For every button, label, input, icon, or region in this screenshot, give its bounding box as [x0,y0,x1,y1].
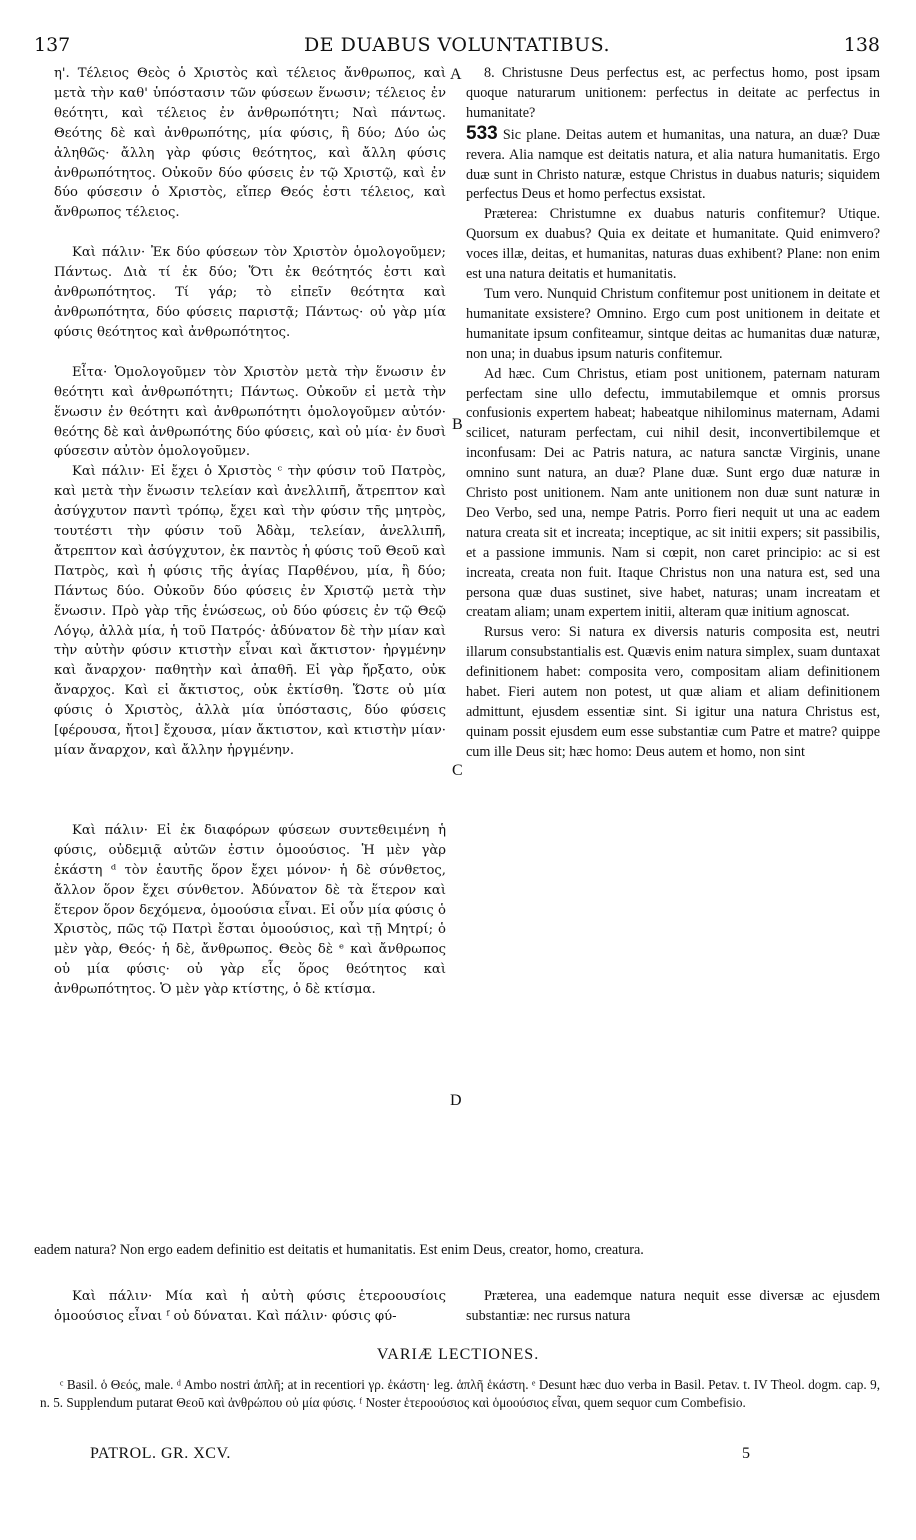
latin-closing [466,1287,880,1327]
latin-paragraph-1b-text: Sic plane. Deitas autem et humanitas, una natura, an duæ? Duæ revera. Alia namque est deitatis natura, et alia natura humanitatis. Ergo duæ sunt in Christo naturæ, estque Christus in duabus naturis; siquidem perfectus Deus et homo perfectus exsistat. [466,126,881,203]
greek-paragraph-4: Καὶ πάλιν· Εἰ ἔχει ὁ Χριστὸς ᶜ τὴν φύσιν τοῦ Πατρὸς, καὶ μετὰ τὴν ἕνωσιν τελείαν καὶ ἀνελλιπῆ, ἄτρεπτον καὶ ἀσύγχυτον παντὶ τρόπῳ, ἔχει καὶ τὴν φύσιν τῆς μητρὸς, τουτέστι τὴν φύσιν τοῦ Ἀδὰμ, τελείαν, ἀνελλιπῆ, ἄτρεπτον καὶ ἀσύγχυτον, ἐκ παντὸς ἡ φύσις τοῦ Θεοῦ καὶ Πατρὸς, καὶ ἡ φύσις τῆς ἁγίας Παρθένου, μία, ἢ δύο; Πάντως δύο. Οὐκοῦν δύο φύσεις ἐν Χριστῷ μετὰ τὴν ἕνωσιν. Πρὸ γὰρ τῆς ἑνώσεως, οὐ δύο φύσεις ἐν τῷ Θεῷ Λόγῳ, ἀλλὰ μία, ἡ τοῦ Πατρός· ἀδύνατον δὲ τὴν μίαν καὶ τὴν αὐτὴν φύσιν κτιστὴν εἶναι καὶ ἄκτιστον· ἠργμένην καὶ ἄναρχον· παθητὴν καὶ ἀπαθῆ. Εἰ γὰρ ἤρξατο, οὐκ ἄναρχος. Καὶ εἰ ἄκτιστος, οὐκ ἐκτίσθη. Ὥστε οὐ μία φύσις ὁ Χριστὸς, ἀλλὰ μία ὑπόστασις, δύο φύσεις [φέρουσα, ἤτοι] ἔχουσα, μίαν ἄκτιστον, καὶ κτιστὴν μίαν· μίαν ἄναρχον, καὶ ἄλλην ἠργμένην. [54,464,446,758]
greek-paragraph-5: Καὶ πάλιν· Εἰ ἐκ διαφόρων φύσεων συντεθειμένη ἡ φύσις, οὐδεμιᾷ αὐτῶν ἐστιν ὁμοούσιος. Ἡ μὲν γὰρ ἑκάστη ᵈ τὸν ἑαυτῆς ὅρον ἔχει μόνον· ἡ δὲ σύνθετος, ἄλλον ὅρον ἔχει σύνθετον. Ἀδύνατον δὲ τὰ ἕτερον καὶ ἕτερον ὅρον δεχόμενα, ὁμοούσια εἶναι. Εἰ οὖν μία φύσις ὁ Χριστὸς, πῶς τῷ Πατρὶ ἔσται ὁμοούσιος, καὶ τῇ Μητρί; ὁ μὲν γὰρ, Θεός· ἡ δὲ, ἄνθρωπος. Θεὸς δὲ ᵉ καὶ ἄνθρωπος οὐ μία φύσις· οὐ γὰρ εἷς ὅρος θεότητος καὶ ἀνθρωπότητος. Ὁ μὲν γὰρ κτίστης, ὁ δὲ κτίσμα. [54,822,446,998]
greek-paragraph-1: η'. Τέλειος Θεὸς ὁ Χριστὸς καὶ τέλειος ἄνθρωπος, καὶ μετὰ τὴν καθ' ὑπόστασιν τῶν φύσεων ἕνωσιν; τέλειος ἐν θεότητι, καὶ τέλειος ἐν ἀνθρωπότητι; Ναὶ πάντως. Θεότης δὲ καὶ ἀνθρωπότης, μία φύσις, ἢ δύο; Δύο ὡς ἀληθῶς· ἄλλη γὰρ φύσις θεότητος, καὶ ἄλλη φύσις ἀνθρωπότητος. Οὐκοῦν δύο φύσεις ἐν τῷ Χριστῷ, καὶ ἐν δύο φύσεσιν ὁ Χριστὸς, εἴπερ Θεός ἐστι τέλειος, καὶ ἄνθρωπος τέλειος. [54,66,446,221]
section-marker-b: B [452,416,463,433]
variae-lectiones-heading: VARIÆ LECTIONES. [376,1346,540,1363]
latin-paragraph-5: Rursus vero: Si natura ex diversis naturis composita est, neutri illarum consubstantialis est. Quævis enim natura simplex, suam duntaxat definitionem habet: composita vero, compositam aliam definitionem habet. Fieri autem non potest, ut quæ aliam et aliam definitionem admittunt, ejusdem essentiæ sint. Si igitur una natura Christus est, quinam possit ejusdem eum esse substantiæ cum Patre et matre? quippe cum ille Deus sit; hæc homo: Deus autem et homo, non sint [466,624,880,760]
section-number: 533 [466,122,498,144]
footnote-text: ᶜ Basil. ὁ Θεός, male. ᵈ Ambo nostri ἁπλῆ; at in recentiori γρ. ἑκάστη· leg. ἁπλῆ ἑκάστη. ᵉ Desunt hæc duo verba in Basil. Petav. t. IV Theol. dogm. cap. 9, n. 5. Supplendum putarat Θεοῦ καὶ ἀνθρώπου οὐ μία φύσις. ᶠ Noster ἑτεροούσιος καὶ ὁμοούσιος εἶναι, quem sequor cum Combefisio. [40,1377,880,1410]
latin-paragraph-4: Ad hæc. Cum Christus, etiam post unitionem, paternam naturam perfectam sine ullo defectu, immutabilemque et omnis prorsus confusionis expertem habeat; habeatque nihilominus maternam, Adami scilicet, naturam perfectam, cui nihil desit, inconvertibilemque et inconfusam: Dei ac Patris natura, ac natura sanctæ Virginis, unane omnino sunt natura, an duæ? Plane duæ. Sunt ergo duæ naturæ in Christo post unitionem. Nam ante unitionem non duæ sunt naturæ in Deo Verbo, sed una, nempe Patris. Porro fieri nequit ut una ac eadem natura creata sit et increata; inceptique, ac sit initii expers; sit passibilis, et a passione immunis. Nam si cœpit, non caret principio: ac si est increata, creata non fuit. Itaque Christus non una natura est, sed una persona quæ duas sustinet, sive habet, naturas; unam increatam et creatam aliam; unam expertem initii, alteram quæ initium agnoscat. [466,365,880,621]
page-number-right: 138 [843,34,880,56]
page-number-left: 137 [34,34,71,56]
greek-paragraph-6: Καὶ πάλιν· Μία καὶ ἡ αὐτὴ φύσις ἑτεροουσίοις ὁμοούσιος εἶναι ᶠ οὐ δύναται. Καὶ πάλιν· φύσις φύ- [54,1289,446,1324]
latin-paragraph-2: Præterea: Christumne ex duabus naturis confitemur? Utique. Quorsum ex duabus? Quia ex deitate et humanitate. Quid enimvero? voces illæ, deitas, et humanitas, naturas duas exhibent? Plane: non enim est una natura deitatis et humanitatis. [466,206,880,283]
section-marker-c: C [452,762,463,779]
footer-series: PATROL. GR. XCV. [90,1445,231,1462]
footer-signature: 5 [742,1445,750,1462]
section-marker-d: D [450,1092,462,1109]
full-width-continuation: eadem natura? Non ergo eadem definitio est deitatis et humanitatis. Est enim Deus, creator, homo, creatura. [34,1242,644,1258]
greek-closing [54,1287,446,1327]
latin-column [466,64,880,763]
latin-paragraph-1: 8. Christusne Deus perfectus est, ac perfectus homo, post ipsam quoque naturarum unitionem: perfectus in deitate ac perfectus in humanitate? [466,65,880,121]
greek-paragraph-3: Εἶτα· Ὁμολογοῦμεν τὸν Χριστὸν μετὰ τὴν ἕνωσιν ἐν θεότητι καὶ ἀνθρωπότητι; Πάντως. Οὐκοῦν εἰ μετὰ τὴν ἕνωσιν ἐν θεότητι καὶ ἀνθρωπότητι ὁμολογοῦμεν αὐτόν· θεότης δὲ καὶ ἀνθρωπότης δύο φύσεις, καὶ οὐ μία· ἐν δυσὶ φύσεσιν αὐτὸν ὁμολογοῦμεν. [54,364,446,460]
latin-paragraph-1b [466,124,880,206]
latin-paragraph-3: Tum vero. Nunquid Christum confitemur post unitionem in deitate et humanitate exsistere? Omnino. Ergo cum post unitionem in deitate et humanitate ipsum confiteamur, sintque deitas ac humanitas duæ naturæ, non una; in duabus ipsum naturis confitemur. [466,285,880,362]
latin-paragraph-6: Præterea, una eademque natura nequit esse diversæ ac ejusdem substantiæ: nec rursus natura [466,1288,880,1324]
greek-column [54,64,446,1000]
section-marker-a: A [450,66,462,83]
greek-paragraph-2: Καὶ πάλιν· Ἐκ δύο φύσεων τὸν Χριστὸν ὁμολογοῦμεν; Πάντως. Διὰ τί ἐκ δύο; Ὅτι ἐκ θεότητός ἐστι καὶ ἀνθρωπότητος. Τί γάρ; τὸ εἰπεῖν θεότητα καὶ ἀνθρωπότητα, δύο φύσεις παριστᾷ; Πάντως· οὐ γὰρ μία φύσις θεότητος καὶ ἀνθρωπότητος. [54,245,446,340]
footnotes [40,1376,880,1411]
running-title: DE DUABUS VOLUNTATIBUS. [303,34,611,56]
page-header [34,34,880,58]
